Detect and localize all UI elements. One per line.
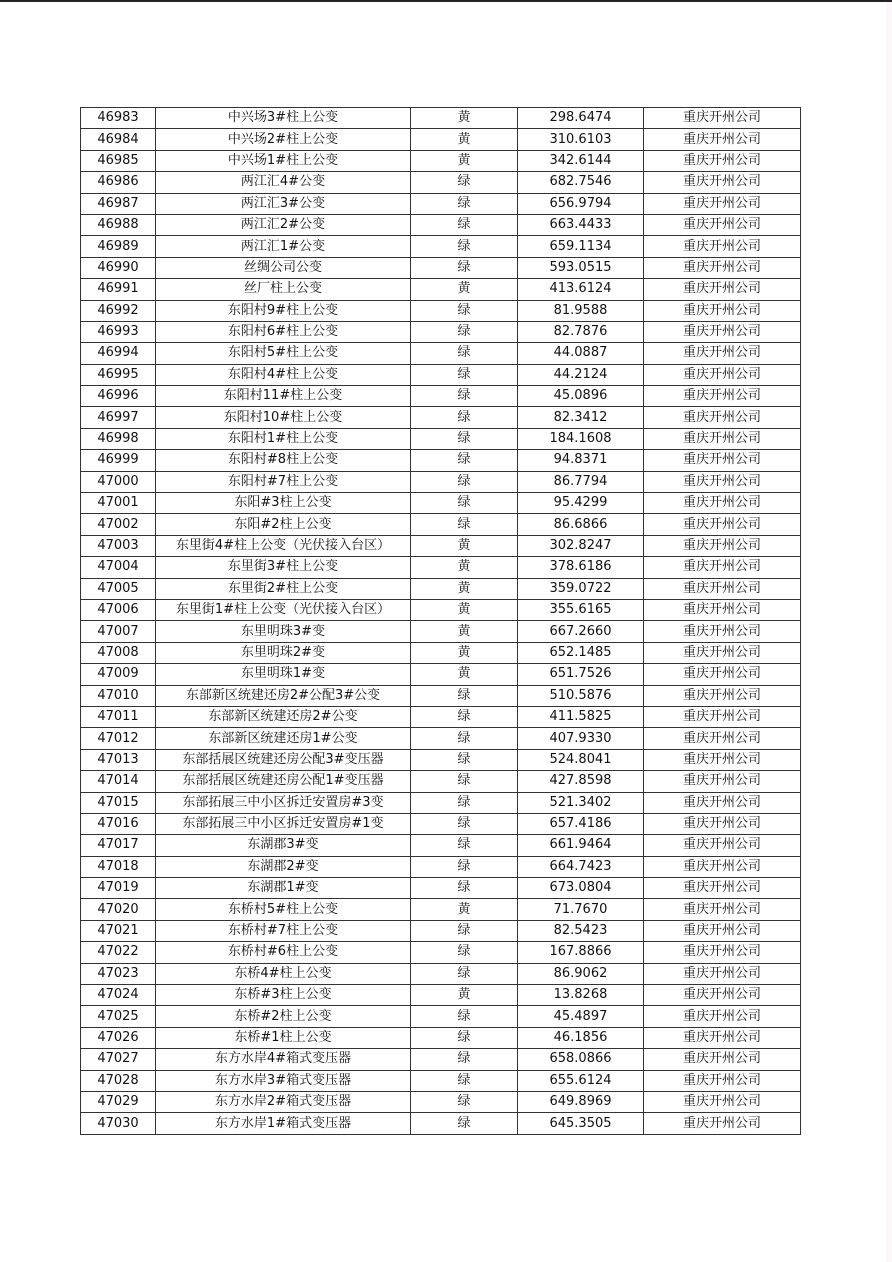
table-row: [81, 1091, 801, 1112]
value-cell: 86.9062: [518, 963, 644, 984]
table-row: [81, 835, 801, 856]
row-id-cell: 47028: [81, 1070, 156, 1091]
status-color-cell: 绿: [411, 343, 518, 364]
transformer-name-cell: 丝厂柱上公变: [156, 279, 411, 300]
table-row: [81, 1070, 801, 1091]
table-row: [81, 108, 801, 129]
row-id-cell: 47005: [81, 578, 156, 599]
row-id-cell: 46993: [81, 321, 156, 342]
status-color-cell: 绿: [411, 835, 518, 856]
transformer-name-cell: 东方水岸2#箱式变压器: [156, 1091, 411, 1112]
value-cell: 81.9588: [518, 300, 644, 321]
transformer-name-cell: 东阳#3柱上公变: [156, 493, 411, 514]
transformer-name-cell: 东部新区统建还房2#公变: [156, 706, 411, 727]
transformer-name-cell: 东阳村9#柱上公变: [156, 300, 411, 321]
company-cell: 重庆开州公司: [644, 236, 801, 257]
table-row: [81, 279, 801, 300]
status-color-cell: 黄: [411, 621, 518, 642]
company-cell: 重庆开州公司: [644, 899, 801, 920]
row-id-cell: 46988: [81, 214, 156, 235]
row-id-cell: 47018: [81, 856, 156, 877]
status-color-cell: 绿: [411, 706, 518, 727]
company-cell: 重庆开州公司: [644, 985, 801, 1006]
row-id-cell: 47014: [81, 771, 156, 792]
table-row: [81, 985, 801, 1006]
row-id-cell: 46999: [81, 450, 156, 471]
table-row: [81, 856, 801, 877]
transformer-name-cell: 东方水岸3#箱式变压器: [156, 1070, 411, 1091]
company-cell: 重庆开州公司: [644, 364, 801, 385]
table-row: [81, 1049, 801, 1070]
company-cell: 重庆开州公司: [644, 1006, 801, 1027]
transformer-name-cell: 东阳村#7柱上公变: [156, 471, 411, 492]
transformer-name-cell: 东部拓展三中小区拆迁安置房#3变: [156, 792, 411, 813]
table-row: [81, 920, 801, 941]
row-id-cell: 47013: [81, 749, 156, 770]
transformer-name-cell: 东里街4#柱上公变（光伏接入台区）: [156, 535, 411, 556]
transformer-name-cell: 东阳村6#柱上公变: [156, 321, 411, 342]
table-row: [81, 1113, 801, 1134]
company-cell: 重庆开州公司: [644, 407, 801, 428]
transformer-name-cell: 中兴场2#柱上公变: [156, 129, 411, 150]
status-color-cell: 黄: [411, 557, 518, 578]
row-id-cell: 47012: [81, 728, 156, 749]
company-cell: 重庆开州公司: [644, 599, 801, 620]
company-cell: 重庆开州公司: [644, 942, 801, 963]
status-color-cell: 黄: [411, 108, 518, 129]
table-row: [81, 664, 801, 685]
transformer-name-cell: 两江汇3#公变: [156, 193, 411, 214]
value-cell: 13.8268: [518, 985, 644, 1006]
table-row: [81, 300, 801, 321]
table-row: [81, 428, 801, 449]
table-row: [81, 771, 801, 792]
transformer-name-cell: 东里明珠1#变: [156, 664, 411, 685]
company-cell: 重庆开州公司: [644, 664, 801, 685]
status-color-cell: 绿: [411, 1113, 518, 1134]
company-cell: 重庆开州公司: [644, 1070, 801, 1091]
value-cell: 652.1485: [518, 642, 644, 663]
value-cell: 659.1134: [518, 236, 644, 257]
value-cell: 510.5876: [518, 685, 644, 706]
company-cell: 重庆开州公司: [644, 835, 801, 856]
transformer-name-cell: 中兴场1#柱上公变: [156, 150, 411, 171]
company-cell: 重庆开州公司: [644, 878, 801, 899]
row-id-cell: 46989: [81, 236, 156, 257]
status-color-cell: 绿: [411, 450, 518, 471]
table-row: [81, 728, 801, 749]
transformer-name-cell: 东部拓展三中小区拆迁安置房#1变: [156, 813, 411, 834]
value-cell: 413.6124: [518, 279, 644, 300]
value-cell: 82.3412: [518, 407, 644, 428]
company-cell: 重庆开州公司: [644, 1113, 801, 1134]
transformer-name-cell: 东部新区统建还房2#公配3#公变: [156, 685, 411, 706]
status-color-cell: 绿: [411, 771, 518, 792]
value-cell: 342.6144: [518, 150, 644, 171]
row-id-cell: 47009: [81, 664, 156, 685]
row-id-cell: 46990: [81, 257, 156, 278]
row-id-cell: 46983: [81, 108, 156, 129]
value-cell: 95.4299: [518, 493, 644, 514]
status-color-cell: 黄: [411, 578, 518, 599]
value-cell: 355.6165: [518, 599, 644, 620]
table-row: [81, 236, 801, 257]
transformer-table: [80, 107, 801, 1135]
value-cell: 655.6124: [518, 1070, 644, 1091]
status-color-cell: 黄: [411, 985, 518, 1006]
company-cell: 重庆开州公司: [644, 813, 801, 834]
table-row: [81, 407, 801, 428]
company-cell: 重庆开州公司: [644, 343, 801, 364]
status-color-cell: 绿: [411, 428, 518, 449]
status-color-cell: 绿: [411, 1049, 518, 1070]
table-row: [81, 963, 801, 984]
transformer-name-cell: 东阳村11#柱上公变: [156, 386, 411, 407]
value-cell: 657.4186: [518, 813, 644, 834]
company-cell: 重庆开州公司: [644, 514, 801, 535]
value-cell: 656.9794: [518, 193, 644, 214]
value-cell: 411.5825: [518, 706, 644, 727]
row-id-cell: 47029: [81, 1091, 156, 1112]
row-id-cell: 47016: [81, 813, 156, 834]
status-color-cell: 绿: [411, 1027, 518, 1048]
transformer-name-cell: 东里明珠3#变: [156, 621, 411, 642]
company-cell: 重庆开州公司: [644, 450, 801, 471]
company-cell: 重庆开州公司: [644, 129, 801, 150]
value-cell: 427.8598: [518, 771, 644, 792]
table-row: [81, 514, 801, 535]
table-row: [81, 706, 801, 727]
company-cell: 重庆开州公司: [644, 621, 801, 642]
transformer-name-cell: 东方水岸1#箱式变压器: [156, 1113, 411, 1134]
table-row: [81, 599, 801, 620]
transformer-name-cell: 东桥#2柱上公变: [156, 1006, 411, 1027]
transformer-name-cell: 东阳村5#柱上公变: [156, 343, 411, 364]
row-id-cell: 47002: [81, 514, 156, 535]
table-row: [81, 364, 801, 385]
status-color-cell: 绿: [411, 300, 518, 321]
status-color-cell: 黄: [411, 664, 518, 685]
company-cell: 重庆开州公司: [644, 386, 801, 407]
status-color-cell: 黄: [411, 150, 518, 171]
value-cell: 86.6866: [518, 514, 644, 535]
table-row: [81, 150, 801, 171]
status-color-cell: 绿: [411, 364, 518, 385]
value-cell: 651.7526: [518, 664, 644, 685]
transformer-name-cell: 两江汇1#公变: [156, 236, 411, 257]
status-color-cell: 绿: [411, 856, 518, 877]
transformer-name-cell: 东湖郡2#变: [156, 856, 411, 877]
table-row: [81, 1027, 801, 1048]
row-id-cell: 46991: [81, 279, 156, 300]
row-id-cell: 46998: [81, 428, 156, 449]
table-row: [81, 685, 801, 706]
status-color-cell: 绿: [411, 471, 518, 492]
transformer-name-cell: 东湖郡3#变: [156, 835, 411, 856]
status-color-cell: 绿: [411, 749, 518, 770]
value-cell: 184.1608: [518, 428, 644, 449]
value-cell: 645.3505: [518, 1113, 644, 1134]
transformer-name-cell: 东方水岸4#箱式变压器: [156, 1049, 411, 1070]
row-id-cell: 47020: [81, 899, 156, 920]
status-color-cell: 绿: [411, 493, 518, 514]
table-row: [81, 450, 801, 471]
status-color-cell: 绿: [411, 942, 518, 963]
value-cell: 94.8371: [518, 450, 644, 471]
transformer-name-cell: 中兴场3#柱上公变: [156, 108, 411, 129]
table-body: [81, 108, 801, 1135]
table-row: [81, 899, 801, 920]
value-cell: 167.8866: [518, 942, 644, 963]
row-id-cell: 47010: [81, 685, 156, 706]
transformer-name-cell: 东里街1#柱上公变（光伏接入台区）: [156, 599, 411, 620]
company-cell: 重庆开州公司: [644, 749, 801, 770]
company-cell: 重庆开州公司: [644, 493, 801, 514]
company-cell: 重庆开州公司: [644, 856, 801, 877]
value-cell: 71.7670: [518, 899, 644, 920]
table-row: [81, 621, 801, 642]
value-cell: 664.7423: [518, 856, 644, 877]
row-id-cell: 47000: [81, 471, 156, 492]
row-id-cell: 46995: [81, 364, 156, 385]
status-color-cell: 绿: [411, 792, 518, 813]
status-color-cell: 黄: [411, 642, 518, 663]
status-color-cell: 绿: [411, 172, 518, 193]
row-id-cell: 46987: [81, 193, 156, 214]
status-color-cell: 绿: [411, 920, 518, 941]
row-id-cell: 46994: [81, 343, 156, 364]
table-row: [81, 557, 801, 578]
table-row: [81, 193, 801, 214]
transformer-name-cell: 东桥4#柱上公变: [156, 963, 411, 984]
status-color-cell: 黄: [411, 535, 518, 556]
value-cell: 593.0515: [518, 257, 644, 278]
table-row: [81, 129, 801, 150]
table-row: [81, 578, 801, 599]
company-cell: 重庆开州公司: [644, 193, 801, 214]
row-id-cell: 47021: [81, 920, 156, 941]
value-cell: 46.1856: [518, 1027, 644, 1048]
value-cell: 682.7546: [518, 172, 644, 193]
value-cell: 521.3402: [518, 792, 644, 813]
transformer-name-cell: 东桥村#7柱上公变: [156, 920, 411, 941]
value-cell: 44.0887: [518, 343, 644, 364]
company-cell: 重庆开州公司: [644, 557, 801, 578]
company-cell: 重庆开州公司: [644, 706, 801, 727]
company-cell: 重庆开州公司: [644, 471, 801, 492]
status-color-cell: 绿: [411, 1006, 518, 1027]
row-id-cell: 47004: [81, 557, 156, 578]
table-row: [81, 813, 801, 834]
status-color-cell: 绿: [411, 1091, 518, 1112]
company-cell: 重庆开州公司: [644, 321, 801, 342]
page-right-edge: [886, 2, 892, 1262]
company-cell: 重庆开州公司: [644, 150, 801, 171]
value-cell: 524.8041: [518, 749, 644, 770]
transformer-name-cell: 东桥#3柱上公变: [156, 985, 411, 1006]
company-cell: 重庆开州公司: [644, 963, 801, 984]
status-color-cell: 绿: [411, 878, 518, 899]
company-cell: 重庆开州公司: [644, 279, 801, 300]
transformer-name-cell: 东阳村4#柱上公变: [156, 364, 411, 385]
company-cell: 重庆开州公司: [644, 685, 801, 706]
status-color-cell: 绿: [411, 257, 518, 278]
status-color-cell: 黄: [411, 279, 518, 300]
transformer-name-cell: 东里街2#柱上公变: [156, 578, 411, 599]
row-id-cell: 47027: [81, 1049, 156, 1070]
table-row: [81, 749, 801, 770]
value-cell: 310.6103: [518, 129, 644, 150]
status-color-cell: 黄: [411, 599, 518, 620]
company-cell: 重庆开州公司: [644, 257, 801, 278]
status-color-cell: 绿: [411, 514, 518, 535]
company-cell: 重庆开州公司: [644, 792, 801, 813]
company-cell: 重庆开州公司: [644, 172, 801, 193]
row-id-cell: 47025: [81, 1006, 156, 1027]
status-color-cell: 绿: [411, 685, 518, 706]
status-color-cell: 绿: [411, 728, 518, 749]
value-cell: 86.7794: [518, 471, 644, 492]
company-cell: 重庆开州公司: [644, 728, 801, 749]
status-color-cell: 黄: [411, 129, 518, 150]
transformer-name-cell: 东阳村1#柱上公变: [156, 428, 411, 449]
transformer-name-cell: 东湖郡1#变: [156, 878, 411, 899]
value-cell: 44.2124: [518, 364, 644, 385]
table-row: [81, 214, 801, 235]
row-id-cell: 47017: [81, 835, 156, 856]
status-color-cell: 绿: [411, 407, 518, 428]
value-cell: 649.8969: [518, 1091, 644, 1112]
company-cell: 重庆开州公司: [644, 1027, 801, 1048]
table-row: [81, 1006, 801, 1027]
status-color-cell: 黄: [411, 899, 518, 920]
value-cell: 82.5423: [518, 920, 644, 941]
transformer-name-cell: 东阳村#8柱上公变: [156, 450, 411, 471]
row-id-cell: 47008: [81, 642, 156, 663]
status-color-cell: 绿: [411, 963, 518, 984]
transformer-name-cell: 东部括展区统建还房公配3#变压器: [156, 749, 411, 770]
row-id-cell: 47006: [81, 599, 156, 620]
status-color-cell: 绿: [411, 813, 518, 834]
transformer-name-cell: 东里街3#柱上公变: [156, 557, 411, 578]
transformer-name-cell: 东桥村#6柱上公变: [156, 942, 411, 963]
transformer-name-cell: 东部括展区统建还房公配1#变压器: [156, 771, 411, 792]
row-id-cell: 47024: [81, 985, 156, 1006]
value-cell: 658.0866: [518, 1049, 644, 1070]
table-row: [81, 172, 801, 193]
company-cell: 重庆开州公司: [644, 428, 801, 449]
row-id-cell: 46992: [81, 300, 156, 321]
company-cell: 重庆开州公司: [644, 1049, 801, 1070]
value-cell: 378.6186: [518, 557, 644, 578]
page-top-rule: [0, 0, 892, 2]
value-cell: 302.8247: [518, 535, 644, 556]
table-row: [81, 343, 801, 364]
transformer-name-cell: 两江汇4#公变: [156, 172, 411, 193]
row-id-cell: 47019: [81, 878, 156, 899]
value-cell: 82.7876: [518, 321, 644, 342]
company-cell: 重庆开州公司: [644, 578, 801, 599]
value-cell: 667.2660: [518, 621, 644, 642]
status-color-cell: 绿: [411, 321, 518, 342]
transformer-name-cell: 东桥村5#柱上公变: [156, 899, 411, 920]
company-cell: 重庆开州公司: [644, 108, 801, 129]
row-id-cell: 47015: [81, 792, 156, 813]
table-row: [81, 471, 801, 492]
row-id-cell: 46985: [81, 150, 156, 171]
company-cell: 重庆开州公司: [644, 214, 801, 235]
status-color-cell: 绿: [411, 386, 518, 407]
transformer-name-cell: 东阳村10#柱上公变: [156, 407, 411, 428]
table-row: [81, 792, 801, 813]
row-id-cell: 46996: [81, 386, 156, 407]
transformer-name-cell: 东部新区统建还房1#公变: [156, 728, 411, 749]
transformer-name-cell: 东里明珠2#变: [156, 642, 411, 663]
row-id-cell: 47011: [81, 706, 156, 727]
value-cell: 673.0804: [518, 878, 644, 899]
company-cell: 重庆开州公司: [644, 771, 801, 792]
value-cell: 45.0896: [518, 386, 644, 407]
value-cell: 298.6474: [518, 108, 644, 129]
status-color-cell: 绿: [411, 1070, 518, 1091]
status-color-cell: 绿: [411, 214, 518, 235]
transformer-name-cell: 丝绸公司公变: [156, 257, 411, 278]
table-row: [81, 942, 801, 963]
company-cell: 重庆开州公司: [644, 535, 801, 556]
table-row: [81, 257, 801, 278]
company-cell: 重庆开州公司: [644, 642, 801, 663]
row-id-cell: 47026: [81, 1027, 156, 1048]
transformer-name-cell: 东阳#2柱上公变: [156, 514, 411, 535]
row-id-cell: 47022: [81, 942, 156, 963]
value-cell: 407.9330: [518, 728, 644, 749]
row-id-cell: 47007: [81, 621, 156, 642]
value-cell: 663.4433: [518, 214, 644, 235]
table-row: [81, 321, 801, 342]
table-row: [81, 386, 801, 407]
table-row: [81, 493, 801, 514]
company-cell: 重庆开州公司: [644, 920, 801, 941]
row-id-cell: 46986: [81, 172, 156, 193]
value-cell: 661.9464: [518, 835, 644, 856]
company-cell: 重庆开州公司: [644, 1091, 801, 1112]
table-row: [81, 642, 801, 663]
row-id-cell: 46997: [81, 407, 156, 428]
value-cell: 45.4897: [518, 1006, 644, 1027]
transformer-name-cell: 东桥#1柱上公变: [156, 1027, 411, 1048]
row-id-cell: 47001: [81, 493, 156, 514]
table-row: [81, 535, 801, 556]
row-id-cell: 47030: [81, 1113, 156, 1134]
value-cell: 359.0722: [518, 578, 644, 599]
status-color-cell: 绿: [411, 236, 518, 257]
row-id-cell: 47003: [81, 535, 156, 556]
row-id-cell: 46984: [81, 129, 156, 150]
row-id-cell: 47023: [81, 963, 156, 984]
status-color-cell: 绿: [411, 193, 518, 214]
company-cell: 重庆开州公司: [644, 300, 801, 321]
table-row: [81, 878, 801, 899]
transformer-name-cell: 两江汇2#公变: [156, 214, 411, 235]
